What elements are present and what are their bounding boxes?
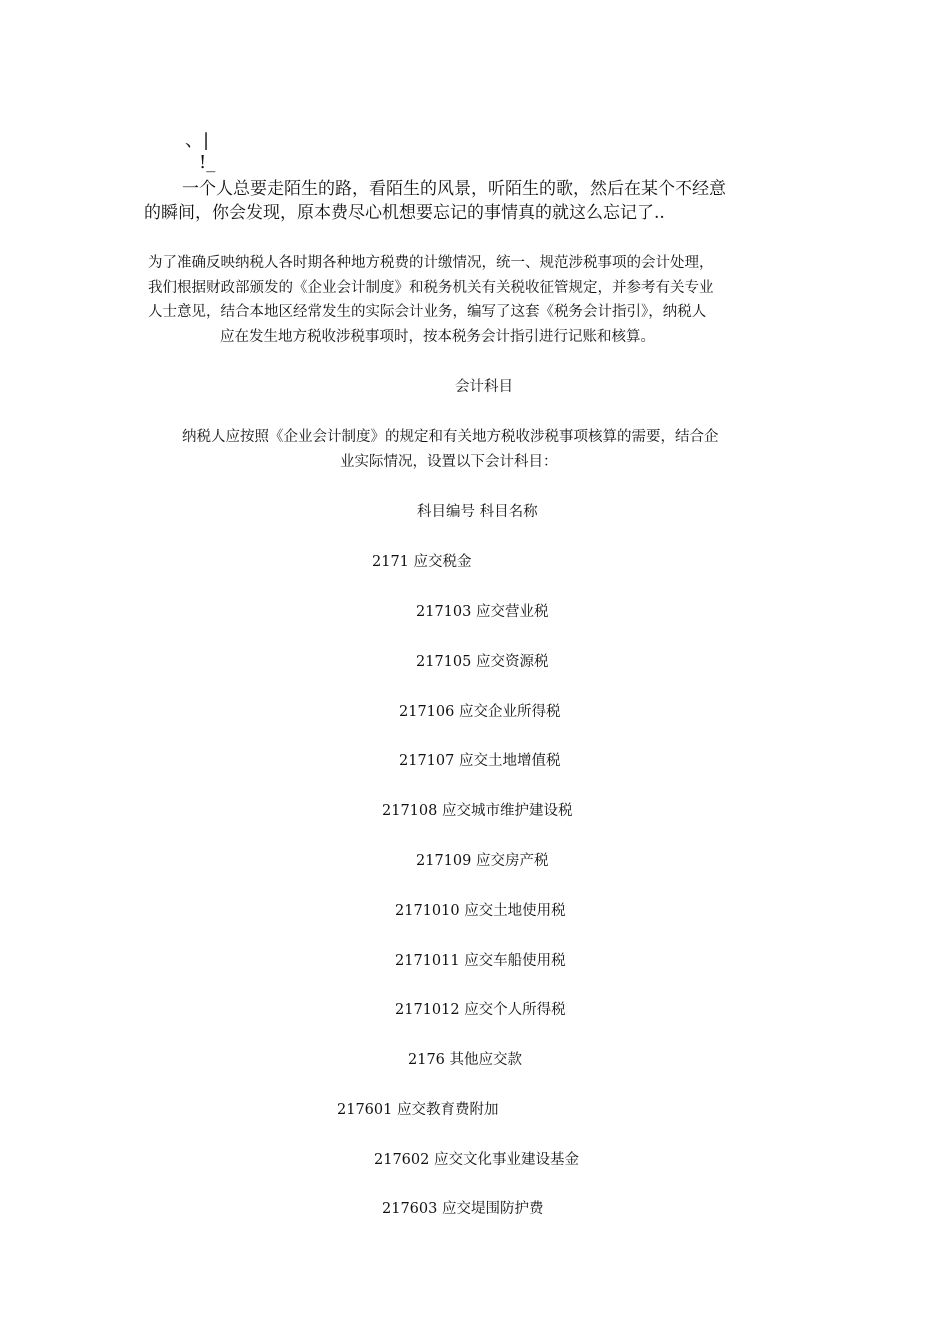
account-entry bbox=[416, 652, 548, 672]
account-name: 其他应交款 bbox=[449, 1052, 523, 1068]
account-code: 217602 bbox=[374, 1152, 430, 1168]
account-name: 应交文化事业建设基金 bbox=[433, 1152, 579, 1168]
section-intro-line-1: 纳税人应按照《企业会计制度》的规定和有关地方税收涉税事项核算的需要，结合企 bbox=[182, 429, 719, 445]
intro-line-1: 一个人总要走陌生的路，看陌生的风景，听陌生的歌，然后在某个不经意 bbox=[182, 179, 726, 199]
account-name: 应交堤围防护费 bbox=[441, 1201, 544, 1217]
account-entry bbox=[408, 1050, 522, 1070]
stray-mark-2: !_ bbox=[199, 152, 216, 173]
account-entry bbox=[399, 751, 560, 771]
account-code: 217108 bbox=[382, 803, 438, 819]
account-name: 应交税金 bbox=[413, 554, 472, 570]
account-code: 217106 bbox=[399, 704, 455, 720]
account-name: 应交土地增值税 bbox=[458, 753, 561, 769]
account-entry bbox=[372, 552, 472, 572]
account-code: 217105 bbox=[416, 654, 472, 670]
account-code: 2171011 bbox=[395, 953, 460, 969]
account-name: 应交资源税 bbox=[475, 654, 549, 670]
account-code: 2171012 bbox=[395, 1002, 460, 1018]
account-entry bbox=[382, 1199, 543, 1219]
preface-line-1: 为了准确反映纳税人各时期各种地方税费的计缴情况，统一、规范涉税事项的会计处理， bbox=[148, 255, 714, 271]
account-entry bbox=[416, 602, 548, 622]
account-name: 应交城市维护建设税 bbox=[441, 803, 573, 819]
account-name: 应交企业所得税 bbox=[458, 704, 561, 720]
account-name: 应交营业税 bbox=[475, 604, 549, 620]
account-name: 应交车船使用税 bbox=[464, 953, 566, 969]
preface-line-3: 人士意见，结合本地区经常发生的实际会计业务，编写了这套《税务会计指引》，纳税人 bbox=[148, 304, 707, 320]
account-entry bbox=[395, 901, 566, 921]
table-header: 科目编号 科目名称 bbox=[417, 504, 538, 520]
account-entry bbox=[395, 1000, 566, 1020]
account-entry bbox=[382, 801, 572, 821]
account-code: 217107 bbox=[399, 753, 455, 769]
preface-line-2: 我们根据财政部颁发的《企业会计制度》和税务机关有关税收征管规定，并参考有关专业 bbox=[148, 280, 714, 296]
account-entry bbox=[374, 1150, 579, 1170]
account-code: 217103 bbox=[416, 604, 472, 620]
account-code: 2176 bbox=[408, 1052, 445, 1068]
account-entry bbox=[399, 702, 560, 722]
account-name: 应交教育费附加 bbox=[396, 1102, 499, 1118]
account-code: 217109 bbox=[416, 853, 472, 869]
account-entry bbox=[416, 851, 548, 871]
preface-line-4: 应在发生地方税收涉税事项时，按本税务会计指引进行记账和核算。 bbox=[220, 329, 655, 345]
intro-line-2: 的瞬间，你会发现，原本费尽心机想要忘记的事情真的就这么忘记了.. bbox=[144, 203, 665, 223]
account-name: 应交土地使用税 bbox=[464, 903, 566, 919]
section-title: 会计科目 bbox=[455, 379, 513, 395]
stray-mark-1: 、| bbox=[185, 130, 210, 151]
account-entry bbox=[337, 1100, 498, 1120]
account-entry bbox=[395, 951, 566, 971]
section-intro-line-2: 业实际情况，设置以下会计科目： bbox=[340, 454, 558, 470]
account-name: 应交房产税 bbox=[475, 853, 549, 869]
account-name: 应交个人所得税 bbox=[464, 1002, 566, 1018]
account-code: 2171010 bbox=[395, 903, 460, 919]
account-code: 217603 bbox=[382, 1201, 438, 1217]
account-code: 2171 bbox=[372, 554, 409, 570]
account-code: 217601 bbox=[337, 1102, 393, 1118]
